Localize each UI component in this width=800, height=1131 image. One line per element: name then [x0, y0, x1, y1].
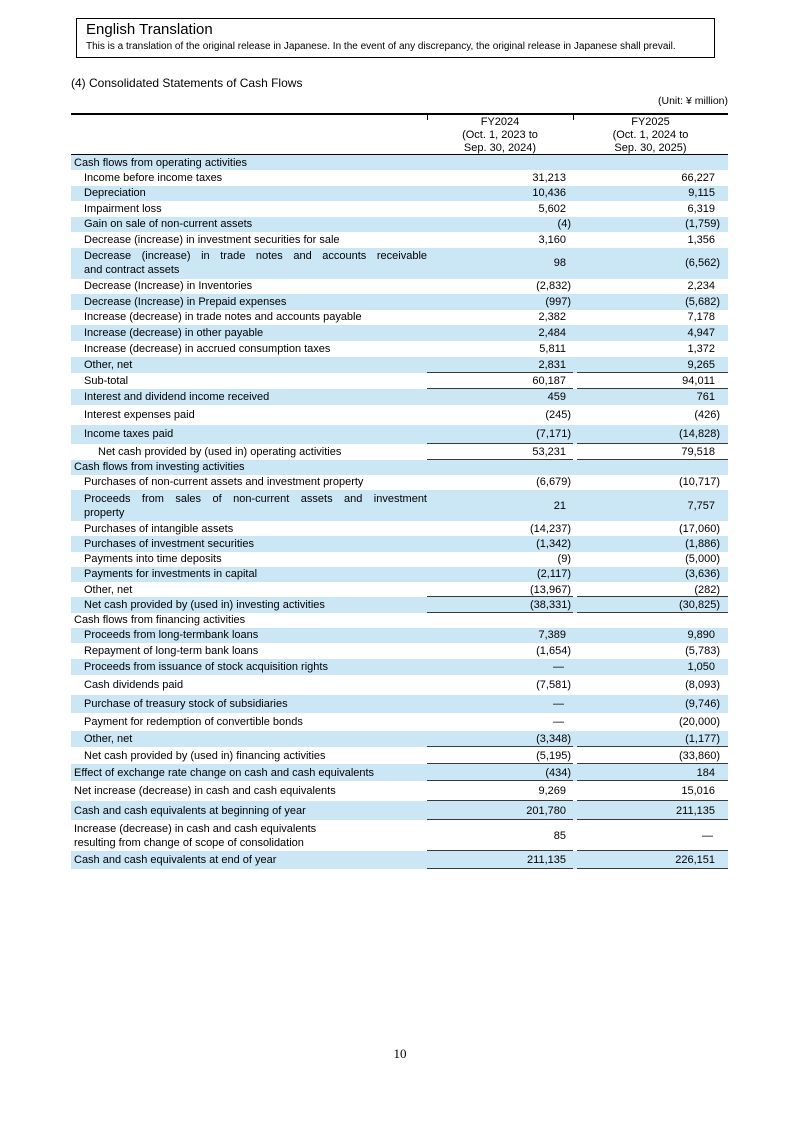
table-row [71, 552, 728, 567]
column-header-fy2025: FY2025 (Oct. 1, 2024 to Sep. 30, 2025) [612, 116, 689, 154]
value-fy2024: (7,171) [427, 425, 573, 444]
table-row [71, 567, 728, 583]
value-fy2025: (5,000) [685, 553, 720, 565]
table-row [71, 294, 728, 310]
value-fy2025: (8,093) [685, 679, 720, 691]
row-label: Income before income taxes [84, 171, 223, 184]
value-fy2025: (426) [694, 408, 720, 421]
row-label: Effect of exchange rate change on cash and cash equivalents [74, 766, 375, 779]
row-label: Other, net [84, 583, 133, 596]
value-fy2024: 201,780 [427, 801, 573, 820]
table-row [71, 713, 728, 731]
cash-flow-table [71, 113, 728, 869]
value-fy2024: — [553, 716, 564, 728]
table-row [71, 643, 728, 659]
value-fy2024: (6,679) [536, 476, 571, 489]
table-row [71, 325, 728, 341]
table-row [71, 659, 728, 675]
value-fy2025: 184 [573, 764, 728, 781]
value-fy2025: 7,757 [687, 499, 715, 512]
section-header-row [71, 613, 728, 628]
row-label: Net cash provided by (used in) operating activities [98, 445, 342, 458]
value-fy2025: (20,000) [679, 716, 720, 728]
value-fy2025: 6,319 [687, 202, 715, 215]
table-body [71, 155, 728, 869]
value-fy2025: (1,886) [685, 537, 720, 550]
value-fy2024: (3,348) [427, 731, 573, 747]
value-fy2025: 7,178 [687, 311, 715, 324]
value-fy2025: 9,890 [687, 629, 715, 642]
value-fy2024: 53,231 [427, 444, 573, 460]
value-fy2024 [427, 155, 573, 170]
section-header-row [71, 155, 728, 170]
value-fy2024: (9) [557, 553, 571, 565]
row-label: Purchases of intangible assets [84, 522, 234, 535]
table-row [71, 186, 728, 202]
table-row [71, 851, 728, 869]
row-label: Sub-total [84, 374, 129, 387]
value-fy2024: (14,237) [530, 522, 571, 535]
column-divider-tick [427, 115, 428, 120]
value-fy2024 [427, 613, 573, 628]
table-row [71, 405, 728, 425]
section-title: (4) Consolidated Statements of Cash Flows [71, 76, 303, 90]
table-row [71, 217, 728, 233]
value-fy2025: 66,227 [681, 171, 715, 184]
row-label: Cash dividends paid [84, 679, 184, 691]
column-header-fy2024: FY2024 (Oct. 1, 2023 to Sep. 30, 2024) [462, 116, 538, 154]
row-label: Decrease (increase) in trade notes and accounts receivable and contract assets [84, 250, 427, 276]
value-fy2025: 9,265 [573, 357, 728, 373]
table-row [71, 801, 728, 820]
value-fy2024: 2,831 [427, 357, 573, 373]
row-label: Other, net [84, 733, 133, 745]
row-label: Net increase (decrease) in cash and cash equivalents [74, 785, 336, 797]
value-fy2025: 4,947 [687, 326, 715, 339]
column-divider-tick [573, 115, 574, 120]
value-fy2025 [573, 155, 728, 170]
value-fy2024: 5,811 [539, 342, 566, 355]
row-label: Cash and cash equivalents at end of year [74, 854, 277, 866]
table-row [71, 781, 728, 801]
table-row [71, 201, 728, 217]
row-label: Purchases of investment securities [84, 537, 254, 550]
value-fy2025: (1,759) [685, 218, 720, 231]
value-fy2024: 31,213 [532, 171, 566, 184]
value-fy2024: (38,331) [427, 597, 573, 613]
row-label: Payments into time deposits [84, 553, 222, 565]
table-row [71, 747, 728, 764]
row-label: Interest and dividend income received [84, 390, 270, 403]
row-label: Decrease (Increase) in Prepaid expenses [84, 295, 287, 308]
value-fy2025: (5,783) [685, 645, 720, 657]
value-fy2025: 226,151 [573, 851, 728, 869]
value-fy2025: (14,828) [573, 425, 728, 444]
section-header-row [71, 460, 728, 475]
table-row [71, 357, 728, 373]
value-fy2024: (5,195) [427, 747, 573, 764]
row-label: Other, net [84, 358, 133, 371]
table-row [71, 675, 728, 695]
value-fy2025: 94,011 [573, 373, 728, 389]
value-fy2024: (1,342) [536, 537, 571, 550]
value-fy2024: 2,484 [538, 326, 566, 339]
table-row [71, 248, 728, 279]
row-label: Decrease (Increase) in Inventories [84, 280, 253, 293]
value-fy2024: (2,117) [536, 568, 571, 581]
value-fy2025 [573, 460, 728, 475]
table-row [71, 232, 728, 248]
table-row [71, 536, 728, 552]
row-label: Net cash provided by (used in) investing activities [84, 598, 325, 611]
row-label: Depreciation [84, 187, 146, 200]
value-fy2025: 9,115 [688, 187, 715, 200]
value-fy2024: 60,187 [427, 373, 573, 389]
value-fy2025: 1,356 [687, 233, 715, 246]
row-label: Cash flows from investing activities [74, 461, 245, 473]
row-label: Cash and cash equivalents at beginning of year [74, 804, 306, 817]
value-fy2025: 79,518 [573, 444, 728, 460]
row-label: Payments for investments in capital [84, 568, 258, 581]
value-fy2024: (245) [545, 408, 571, 421]
row-label: Payment for redemption of convertible bonds [84, 716, 303, 728]
value-fy2024: 9,269 [427, 781, 573, 801]
notice-body: This is a translation of the original release in Japanese. In the event of any discrepancy, the original release in Japanese shall prevail. [86, 41, 676, 52]
row-label: Purchase of treasury stock of subsidiaries [84, 698, 288, 710]
table-row [71, 389, 728, 405]
row-label: Increase (decrease) in other payable [84, 326, 264, 339]
row-label: Proceeds from issuance of stock acquisition rights [84, 661, 328, 673]
value-fy2025: 211,135 [573, 801, 728, 820]
row-label: Increase (decrease) in cash and cash equivalents resulting from change of scope of consolidation [74, 822, 317, 849]
row-label: Cash flows from financing activities [74, 614, 246, 626]
value-fy2024: (997) [545, 295, 571, 308]
row-label: Increase (decrease) in accrued consumption taxes [84, 342, 331, 355]
table-row [71, 731, 728, 747]
unit-label: (Unit: ¥ million) [657, 95, 728, 107]
value-fy2024: 7,389 [538, 629, 566, 642]
notice-title: English Translation [86, 21, 213, 38]
value-fy2025: (10,717) [679, 476, 720, 489]
table-row [71, 597, 728, 613]
table-row [71, 490, 728, 521]
row-label: Cash flows from operating activities [74, 156, 248, 169]
row-label: Proceeds from sales of non-current assets and investment property [84, 492, 427, 519]
value-fy2024: 2,382 [538, 311, 566, 324]
row-label: Decrease (increase) in investment securities for sale [84, 233, 340, 246]
value-fy2024: (1,654) [536, 645, 571, 657]
table-row [71, 425, 728, 444]
value-fy2024: (13,967) [427, 582, 573, 597]
table-row [71, 475, 728, 491]
translation-notice-box [76, 18, 715, 58]
row-label: Purchases of non-current assets and investment property [84, 476, 364, 489]
table-row [71, 310, 728, 326]
value-fy2024: 5,602 [538, 202, 566, 215]
value-fy2024: 3,160 [538, 233, 566, 246]
row-label: Gain on sale of non-current assets [84, 218, 253, 231]
row-label: Income taxes paid [84, 428, 174, 440]
header-label-spacer [71, 115, 427, 154]
table-row [71, 279, 728, 295]
row-label: Net cash provided by (used in) financing activities [84, 749, 326, 762]
value-fy2025: 2,234 [687, 280, 715, 293]
value-fy2025: (30,825) [573, 597, 728, 613]
row-label: Increase (decrease) in trade notes and accounts payable [84, 311, 362, 324]
value-fy2024: (4) [557, 218, 571, 231]
table-row [71, 373, 728, 389]
row-label: Repayment of long-term bank loans [84, 645, 259, 657]
value-fy2025: (1,177) [573, 731, 728, 747]
value-fy2025: (6,562) [685, 257, 720, 269]
value-fy2025: 15,016 [573, 781, 728, 801]
value-fy2025: (9,746) [685, 698, 720, 710]
table-row [71, 820, 728, 851]
value-fy2025: (3,636) [685, 568, 720, 581]
table-row [71, 764, 728, 781]
value-fy2025: (5,682) [685, 295, 720, 308]
value-fy2025: (33,860) [573, 747, 728, 764]
value-fy2024: 98 [553, 257, 566, 269]
value-fy2024: (7,581) [536, 679, 571, 691]
value-fy2025: (282) [573, 582, 728, 597]
value-fy2024: (2,832) [536, 280, 571, 293]
row-label: Impairment loss [84, 202, 162, 215]
value-fy2024 [427, 460, 573, 475]
value-fy2025: (17,060) [679, 522, 720, 535]
row-label: Proceeds from long-termbank loans [84, 629, 259, 642]
table-row [71, 170, 728, 186]
value-fy2024: 211,135 [427, 851, 573, 869]
value-fy2024: 21 [553, 499, 566, 512]
table-row [71, 521, 728, 536]
value-fy2024: — [553, 698, 564, 710]
table-row [71, 582, 728, 597]
table-row [71, 444, 728, 460]
value-fy2025: — [573, 820, 728, 851]
value-fy2025: 1,050 [687, 661, 715, 673]
row-label: Interest expenses paid [84, 408, 195, 421]
value-fy2024: 85 [427, 820, 573, 851]
table-row [71, 695, 728, 713]
table-row [71, 341, 728, 357]
value-fy2024: (434) [427, 764, 573, 781]
table-header-row [71, 115, 728, 155]
value-fy2025 [573, 613, 728, 628]
value-fy2025: 1,372 [687, 342, 715, 355]
value-fy2024: — [553, 661, 564, 673]
value-fy2025: 761 [696, 390, 715, 403]
page-number: 10 [393, 1046, 407, 1061]
value-fy2024: 10,436 [532, 187, 566, 200]
value-fy2024: 459 [547, 390, 566, 403]
table-row [71, 628, 728, 644]
